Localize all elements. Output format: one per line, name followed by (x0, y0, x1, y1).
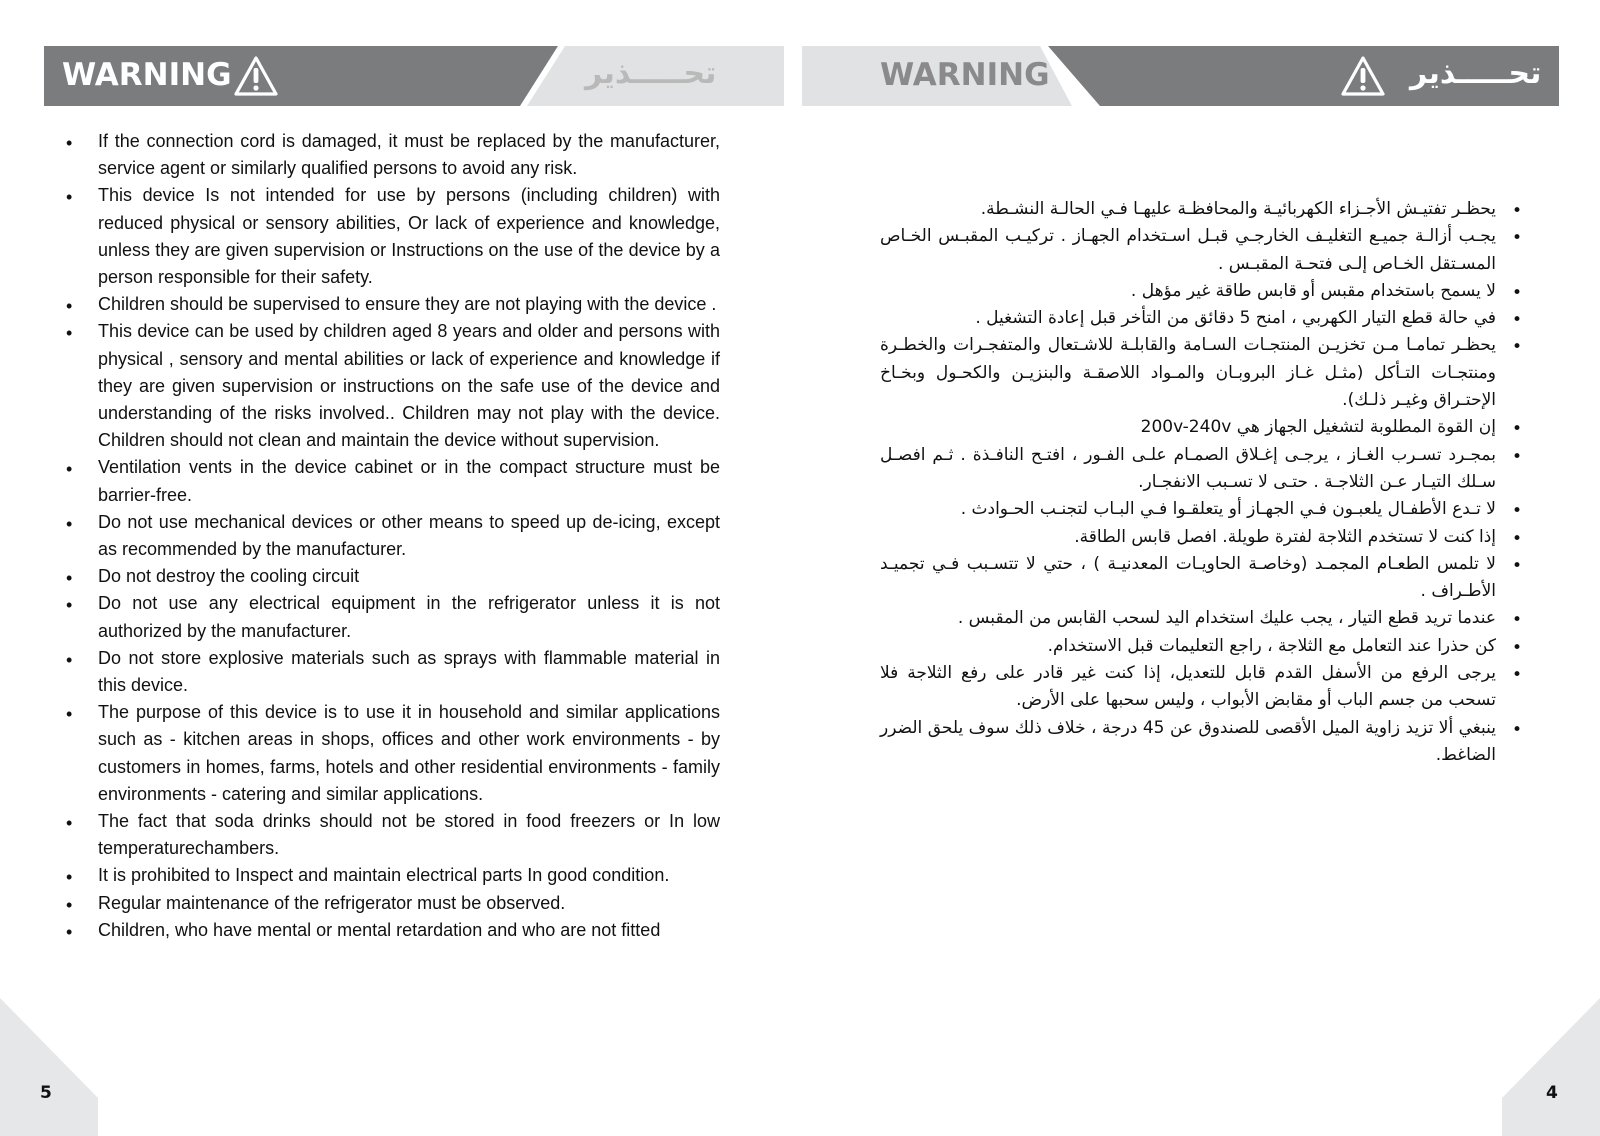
list-item: • Ventilation vents in the device cabinet or in the compact structure must be barrier-free. (62, 454, 720, 508)
list-item: • عندما تريد قطع التيار ، يجب عليك استخدام اليد لسحب القابس من المقبس . (880, 605, 1522, 632)
list-item: • Children should be supervised to ensure they are not playing with the device . (62, 291, 720, 318)
list-item: • Do not use any electrical equipment in the refrigerator unless it is not authorized by the manufacturer. (62, 590, 720, 644)
list-item: • يرجى الرفع من الأسفل القدم قابل للتعديل، إذا كنت غير قادر على رفع الثلاجة فلا تسحب من جسم الباب أو مقابض الأبواب ، وليس سحبها على الأرض. (880, 660, 1522, 715)
list-item: • The fact that soda drinks should not be stored in food freezers or In low temperaturechambers. (62, 808, 720, 862)
list-item: • إذا كنت لا تستخدم الثلاجة لفترة طويلة. افصل قابس الطاقة. (880, 524, 1522, 551)
list-item: • Children, who have mental or mental retardation and who are not fitted (62, 917, 720, 944)
list-item: • ينبغي ألا تزيد زاوية الميل الأقصى للصندوق عن 45 درجة ، خلاف ذلك سوف يلحق الضرر الضاغط. (880, 715, 1522, 770)
english-warning-list (62, 128, 720, 944)
list-item: • لا تلمس الطعـام المجمـد (وخاصـة الحاويـات المعدنيـة ) ، حتي لا تتسـبب فـي تجميـد الأطـراف . (880, 551, 1522, 606)
list-item: • بمجـرد تسـرب الغـاز ، يرجـى إغـلاق الصمـام علـى الفـور ، افتـح النافـذة . ثـم افصـل سـلك التيـار عـن الثلاجـة . حتـى لا تسـبب الانفجـار. (880, 442, 1522, 497)
list-item: • It is prohibited to Inspect and maintain electrical parts In good condition. (62, 862, 720, 889)
corner-bottom-right (1502, 998, 1600, 1136)
list-item: • Do not destroy the cooling circuit (62, 563, 720, 590)
page-number-left: 5 (40, 1083, 52, 1103)
list-item: • This device can be used by children aged 8 years and older and persons with physical , sensory and mental abilities or lack of experience and knowledge if they are given supervision or instructions on the safe use of the device and understanding of the risks involved.. Children may not play with the device. Children should not clean and maintain the device without supervision. (62, 318, 720, 454)
list-item: • في حالة قطع التيار الكهربي ، امنح 5 دقائق من التأخر قبل إعادة التشغيل . (880, 305, 1522, 332)
warning-triangle-icon (233, 55, 279, 97)
list-item: • لا يسمح باستخدام مقبس أو قابس طاقة غير مؤهل . (880, 278, 1522, 305)
warning-title-en-right: WARNING (880, 57, 1050, 93)
list-item: • إن القوة المطلوبة لتشغيل الجهاز هي 200v-240v (880, 414, 1522, 441)
list-item: • يجـب أزالـة جميـع التغليـف الخارجـي قبـل اسـتخدام الجهـاز . تركيـب المقبـس الخـاص المسـتقل الخـاص إلـى فتحـة المقبـس . (880, 223, 1522, 278)
list-item: • كن حذرا عند التعامل مع الثلاجة ، راجع التعليمات قبل الاستخدام. (880, 633, 1522, 660)
arabic-warning-list (880, 196, 1522, 769)
warning-title-ar-left: تحـــــذير (585, 56, 717, 91)
list-item: • The purpose of this device is to use it in household and similar applications such as - kitchen areas in shops, offices and other work environments - by customers in homes, farms, hotels and other residential environments - family environments - catering and similar applications. (62, 699, 720, 808)
list-item: • يحظـر تفتيـش الأجـزاء الكهربائيـة والمحافظـة عليهـا فـي الحالـة النشـطة. (880, 196, 1522, 223)
list-item: • Do not store explosive materials such as sprays with flammable material in this device. (62, 645, 720, 699)
list-item: • يحظـر تمامـا مـن تخزيـن المنتجـات السـامة والقابلـة للاشـتعال والمتفجـرات والخطـرة ومنتجـات التـأكل (مثـل غـاز البروبـان والمـواد اللاصقـة والبنزيـن والكحـول وبخـاخ الإحتـراق وغيـر ذلـك). (880, 332, 1522, 414)
page-number-right: 4 (1546, 1083, 1558, 1103)
warning-title-en-left: WARNING (62, 57, 232, 93)
warning-triangle-icon (1340, 55, 1386, 97)
warning-title-ar-right: تحـــــذير (1410, 56, 1542, 91)
list-item: • If the connection cord is damaged, it must be replaced by the manufacturer, service agent or similarly qualified persons to avoid any risk. (62, 128, 720, 182)
list-item: • Regular maintenance of the refrigerator must be observed. (62, 890, 720, 917)
list-item: • Do not use mechanical devices or other means to speed up de-icing, except as recommended by the manufacturer. (62, 509, 720, 563)
corner-bottom-left (0, 998, 98, 1136)
list-item: • لا تـدع الأطفـال يلعبـون فـي الجهـاز أو يتعلقـوا فـي البـاب لتجنـب الحـوادث . (880, 496, 1522, 523)
list-item: • This device Is not intended for use by persons (including children) with reduced physical or sensory abilities, Or lack of experience and knowledge, unless they are given supervision or Instructions on the use of the device by a person responsible for their safety. (62, 182, 720, 291)
